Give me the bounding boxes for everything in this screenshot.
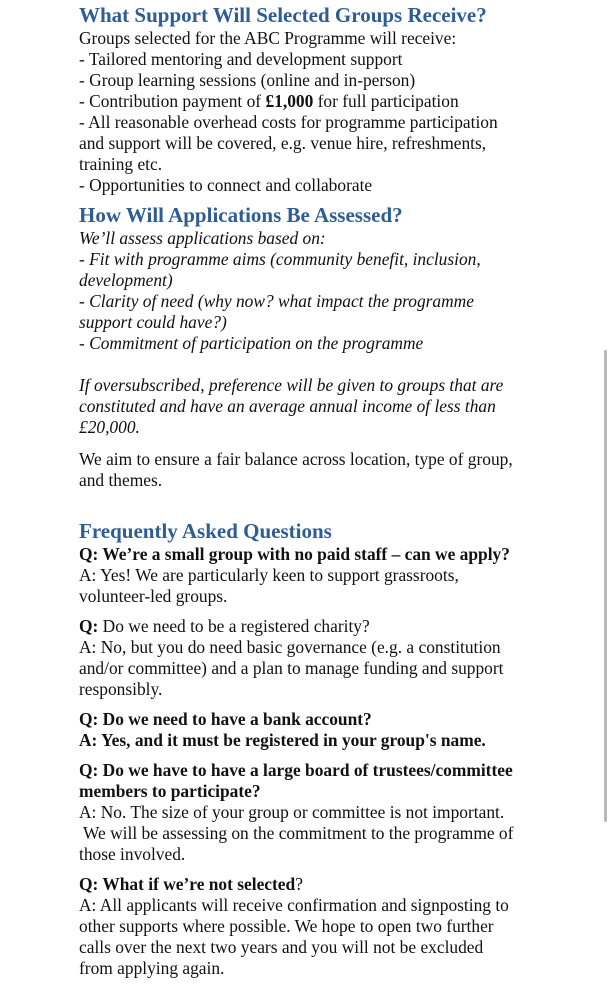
preference-note: constituted and have an average annual income of less than: [79, 396, 496, 416]
faq-answer: volunteer-led groups.: [79, 586, 228, 606]
assessment-intro: We’ll assess applications based on:: [79, 228, 326, 248]
question-text: Do we need to be a registered charity?: [98, 616, 370, 636]
faq-question: [79, 616, 539, 637]
payment-amount: £1,000: [265, 91, 314, 111]
support-heading: What Support Will Selected Groups Receive?: [79, 3, 487, 27]
assessment-criterion: - Fit with programme aims (community benefit, inclusion,: [79, 249, 481, 269]
support-item: - Tailored mentoring and development support: [79, 49, 403, 69]
balance-note: and themes.: [79, 470, 163, 490]
scrollbar[interactable]: [604, 350, 607, 822]
support-item-text: for full participation: [313, 91, 459, 111]
faq-answer: We will be assessing on the commitment to the programme of: [79, 823, 514, 843]
question-label: Q:: [79, 616, 99, 636]
faq-answer: and/or committee) and a plan to manage funding and support: [79, 658, 504, 678]
preference-note: If oversubscribed, preference will be given to groups that are: [79, 375, 504, 395]
faq-answer: calls over the next two years and you will not be excluded: [79, 937, 484, 957]
support-item: and support will be covered, e.g. venue hire, refreshments,: [79, 133, 487, 153]
assessment-criterion: development): [79, 270, 173, 290]
faq-question: Q: Do we have to have a large board of trustees/committee: [79, 760, 513, 780]
assessment-criterion: - Commitment of participation on the programme: [79, 333, 424, 353]
faq-answer: responsibly.: [79, 679, 163, 699]
faq-answer: A: Yes, and it must be registered in your group's name.: [79, 730, 486, 750]
support-item: training etc.: [79, 154, 163, 174]
faq-question: Q: Do we need to have a bank account?: [79, 709, 372, 729]
faq-question: Q: We’re a small group with no paid staff – can we apply?: [79, 544, 510, 564]
faq-answer: other supports where possible. We hope to open two further: [79, 916, 494, 936]
support-item: - Opportunities to connect and collaborate: [79, 175, 373, 195]
question-mark: ?: [295, 874, 303, 894]
faq-answer: A: No. The size of your group or committee is not important.: [79, 802, 505, 822]
assessment-criterion: - Clarity of need (why now? what impact the programme: [79, 291, 474, 311]
assessment-heading: How Will Applications Be Assessed?: [79, 203, 403, 227]
assessment-criterion: support could have?): [79, 312, 227, 332]
faq-answer: from applying again.: [79, 958, 225, 978]
support-item-text: - Contribution payment of: [79, 91, 266, 111]
document-content: [79, 2, 539, 979]
faq-answer: A: No, but you do need basic governance (e.g. a constitution: [79, 637, 501, 657]
faq-answer: A: Yes! We are particularly keen to support grassroots,: [79, 565, 459, 585]
support-intro: Groups selected for the ABC Programme will receive:: [79, 28, 457, 48]
faq-answer: A: All applicants will receive confirmation and signposting to: [79, 895, 509, 915]
faq-question: [79, 874, 539, 895]
balance-note: We aim to ensure a fair balance across location, type of group,: [79, 449, 513, 469]
faq-heading: Frequently Asked Questions: [79, 519, 332, 543]
faq-answer: those involved.: [79, 844, 186, 864]
support-item: - Group learning sessions (online and in-person): [79, 70, 416, 90]
faq-question: members to participate?: [79, 781, 261, 801]
support-item: [79, 91, 539, 112]
preference-note: £20,000.: [79, 417, 140, 437]
question-text: Q: What if we’re not selected: [79, 874, 296, 894]
support-item: - All reasonable overhead costs for programme participation: [79, 112, 498, 132]
